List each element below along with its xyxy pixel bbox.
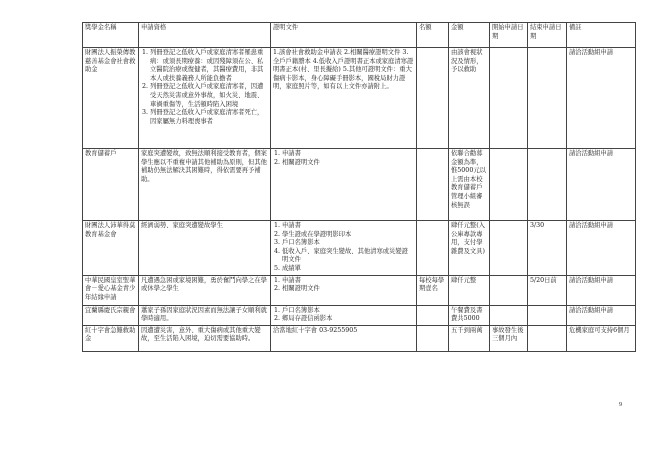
cell-end: 3/30 — [528, 221, 567, 276]
cell-name: 財團法人振榮傳教慈善基金會社會救助金 — [83, 48, 139, 149]
cell-end — [528, 305, 567, 325]
cell-amount: 肆仟元整 — [449, 275, 490, 305]
document-item: 5. 成績單 — [282, 265, 414, 274]
page-number: 9 — [619, 402, 622, 408]
header-row — [83, 23, 636, 48]
cell-documents — [271, 305, 417, 325]
cell-start — [490, 305, 528, 325]
cell-note: 請洽活動組申請 — [567, 48, 636, 149]
document-item: 4. 低收入戶、家庭突生變故、其他清寒或災變證明文件 — [282, 248, 414, 265]
cell-amount: 由該會視狀況及情形，予以救助 — [449, 48, 490, 149]
cell-end — [528, 48, 567, 149]
header-quota: 名額 — [417, 23, 449, 48]
header-name: 獎學金名稱 — [83, 23, 139, 48]
cell-quota — [417, 149, 449, 221]
document-item: 2. 相關證明文件 — [282, 159, 414, 168]
cell-qualification: 蕭家子孫因家庭狀況因素而無法讓子女順利就學時適用。 — [139, 305, 271, 325]
header-documents: 證明文件 — [271, 23, 417, 48]
cell-amount: 依聯合勸募金額為準，惟5000元以上需由本校教育儲蓄戶管理小組審核無誤 — [449, 149, 490, 221]
cell-documents: 洽當地紅十字會 03-9255905 — [271, 325, 417, 351]
header-amount: 金額 — [449, 23, 490, 48]
cell-amount: 肆仟元整(入公庫專款專用，支付學雜費及文具) — [449, 221, 490, 276]
document-item: 1. 申請書 — [282, 150, 414, 159]
cell-amount: 五千到兩萬 — [449, 325, 490, 351]
cell-start — [490, 221, 528, 276]
cell-qualification: 家庭突遭變故，致無法順利接受教育者，個案學生應以不重複申請其他補助為原則，但其他補助仍無法解決其困難時，得依需要再予補助。 — [139, 149, 271, 221]
scholarship-table — [82, 22, 636, 352]
cell-note: 請洽活動組申請 — [567, 275, 636, 305]
cell-amount: 午餐費及書費共5000 — [449, 305, 490, 325]
qualification-item: 1. 列冊登記之低收入戶或家庭清寒者罹患重病：或須長期療養：或因殘障須在公、私立醫院治療或復健者，其醫療費用，非其本人或扶養義務人所能負擔者 — [150, 49, 268, 83]
cell-start — [490, 149, 528, 221]
cell-note: 請洽活動組申請 — [567, 149, 636, 221]
table-row — [83, 221, 636, 276]
cell-qualification: 經濟弱勢、家庭突遭變故學生 — [139, 221, 271, 276]
cell-quota: 每校每學期壹名 — [417, 275, 449, 305]
cell-quota — [417, 325, 449, 351]
header-qualification: 申請資格 — [139, 23, 271, 48]
cell-end: 5/20日前 — [528, 275, 567, 305]
cell-note: 危機家庭可支持6個月 — [567, 325, 636, 351]
cell-note: 請洽活動組申請 — [567, 221, 636, 276]
document-item: 3. 戶口名簿影本 — [282, 239, 414, 248]
cell-documents: 1.該會社會救助金申請表 2.相關醫療證明文件 3.全戶戶籍謄本 4.低收入戶證明書正本或家庭清寒證明書正本(村、里長擬給) 5.其他可證明文件：重大傷病卡影本，身心障礙手冊影本，國稅局財力證明，家庭照片等，如有以上文件亦請附上。 — [271, 48, 417, 149]
cell-qualification — [139, 48, 271, 149]
header-end-date: 結束申請日期 — [528, 23, 567, 48]
header-note: 備註 — [567, 23, 636, 48]
cell-qualification: 因遭遭災害，意外、重大傷病或其他重大變故，至生活陷入困境，迫切需要協助時。 — [139, 325, 271, 351]
cell-name: 財團法人沛華得莫教育基金會 — [83, 221, 139, 276]
document-item: 2. 相關證明文件 — [282, 285, 414, 294]
document-item: 2. 鄉局存證信函影本 — [282, 315, 414, 324]
document-item: 2. 學生證或在學證明影印本 — [282, 231, 414, 240]
cell-quota — [417, 48, 449, 149]
table-row — [83, 149, 636, 221]
document-item: 1. 申請書 — [282, 222, 414, 231]
cell-documents — [271, 149, 417, 221]
cell-start — [490, 48, 528, 149]
qualification-item: 2. 列冊登記之低收入戶或家庭清寒者，因遭受天然災害或意外事故，如火災、地震、車禍重傷等，生活頓時陷入困境 — [150, 83, 268, 109]
cell-documents — [271, 221, 417, 276]
cell-end — [528, 325, 567, 351]
document-item: 1. 戶口名簿影本 — [282, 307, 414, 316]
cell-quota — [417, 305, 449, 325]
cell-name: 紅十字會急難救助金 — [83, 325, 139, 351]
cell-qualification: 凡遭遇急困或家境困難，勇於奮鬥向學之在學或休學之學生 — [139, 275, 271, 305]
table-row — [83, 305, 636, 325]
table-row — [83, 275, 636, 305]
document-item: 1. 申請書 — [282, 277, 414, 286]
cell-start — [490, 275, 528, 305]
cell-start: 事故發生後三個月內 — [490, 325, 528, 351]
cell-name: 宜蘭縣慶氏宗親會 — [83, 305, 139, 325]
cell-name: 中華民國皇室聖華會－愛心基金青少年結緣申請 — [83, 275, 139, 305]
cell-name: 教育儲蓄戶 — [83, 149, 139, 221]
cell-quota — [417, 221, 449, 276]
qualification-item: 3. 列冊登記之低收入戶或家庭清寒者死亡，因家屬無力料理喪事者 — [150, 109, 268, 126]
cell-note: 請洽活動組申請 — [567, 305, 636, 325]
cell-end — [528, 149, 567, 221]
cell-documents — [271, 275, 417, 305]
header-start-date: 開始申請日期 — [490, 23, 528, 48]
table-row — [83, 48, 636, 149]
table-row — [83, 325, 636, 351]
